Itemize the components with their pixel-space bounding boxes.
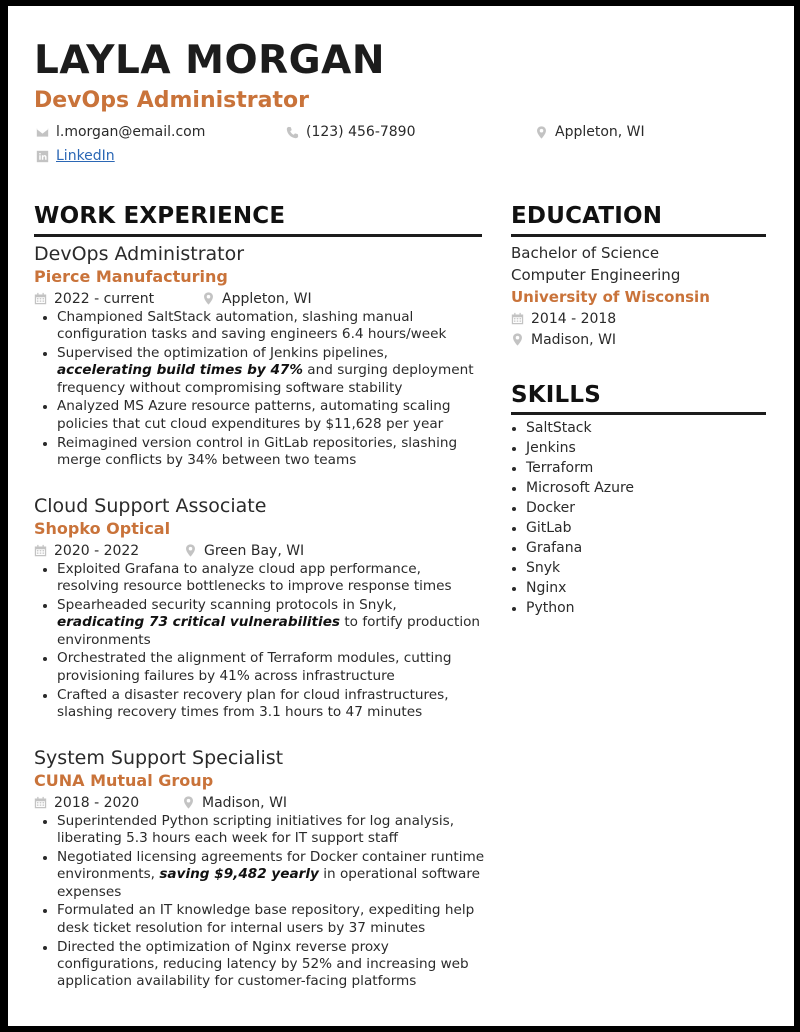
bullet-text: Supervised the optimization of Jenkins pipelines, — [57, 345, 388, 362]
resume-page — [8, 6, 794, 1026]
envelope-icon — [36, 126, 49, 139]
bullet-item — [57, 345, 486, 397]
contact-phone — [286, 123, 416, 141]
bullet-item — [57, 597, 486, 649]
linkedin-icon — [36, 150, 49, 163]
job-entry — [34, 242, 486, 471]
contact-location — [535, 123, 645, 141]
map-pin-icon — [184, 544, 197, 557]
calendar-icon — [511, 312, 524, 325]
calendar-icon — [34, 544, 47, 557]
bullet-text: Directed the optimization of Nginx reverse proxy configurations, reducing latency by 52% and increasing web application availability for customer-facing platforms — [57, 938, 469, 990]
work-experience-divider — [34, 234, 482, 237]
phone-text[interactable]: (123) 456-7890 — [306, 124, 416, 140]
bullet-item — [57, 435, 486, 470]
field-of-study: Computer Engineering — [511, 266, 681, 284]
bullet-highlight: saving $9,482 yearly — [159, 866, 319, 883]
bullet-text: Crafted a disaster recovery plan for cloud infrastructures, slashing recovery times from 3.1 hours to 47 minutes — [57, 686, 449, 720]
skill-item: • Terraform — [526, 458, 634, 478]
skill-item: • Python — [526, 598, 634, 618]
bullet-item — [57, 813, 486, 848]
phone-icon — [286, 126, 299, 139]
bullet-item — [57, 650, 486, 685]
job-dates — [34, 795, 182, 811]
calendar-icon — [34, 292, 47, 305]
job-dates-text: 2018 - 2020 — [54, 794, 140, 811]
bullet-text: in operational software expenses — [57, 866, 481, 900]
school-name: University of Wisconsin — [511, 288, 710, 306]
skills-heading: SKILLS — [511, 382, 602, 408]
bullet-text: Reimagined version control in GitLab repositories, slashing merge conflicts by 34% between two teams — [57, 434, 458, 468]
bullet-text: Spearheaded security scanning protocols in Snyk, — [57, 597, 397, 614]
candidate-title: DevOps Administrator — [34, 88, 309, 113]
bullet-item — [57, 902, 486, 937]
education-location-text: Madison, WI — [531, 331, 617, 348]
calendar-icon — [34, 796, 47, 809]
map-pin-icon — [511, 333, 524, 346]
job-entry — [34, 746, 486, 992]
job-meta — [34, 288, 486, 309]
degree: Bachelor of Science — [511, 244, 660, 262]
job-location-text: Appleton, WI — [222, 290, 312, 307]
bullet-text: Superintended Python scripting initiatives for log analysis, liberating 5.3 hours each week for IT support staff — [57, 813, 455, 847]
job-title: System Support Specialist — [34, 747, 284, 769]
skill-item: • Docker — [526, 498, 634, 518]
job-entry — [34, 494, 486, 723]
bullet-text: Orchestrated the alignment of Terraform modules, cutting provisioning failures by 41% across infrastructure — [57, 650, 452, 684]
skill-item: • GitLab — [526, 518, 634, 538]
education-dates-wrap — [511, 311, 616, 327]
job-location — [182, 795, 287, 811]
bullet-text: to fortify production environments — [57, 614, 481, 648]
skill-item: • Microsoft Azure — [526, 478, 634, 498]
job-location-text: Madison, WI — [202, 794, 288, 811]
linkedin-link[interactable]: LinkedIn — [56, 148, 115, 164]
bullet-text: Formulated an IT knowledge base repository, expediting help desk ticket resolution for internal users by 37 minutes — [57, 902, 475, 936]
education-dates-text: 2014 - 2018 — [531, 310, 617, 327]
education-divider — [511, 234, 766, 237]
job-dates-text: 2020 - 2022 — [54, 542, 140, 559]
education-heading: EDUCATION — [511, 203, 663, 229]
job-bullets — [34, 561, 486, 721]
bullet-item — [57, 309, 486, 344]
skill-item: • Nginx — [526, 578, 634, 598]
skill-item: • Grafana — [526, 538, 634, 558]
bullet-text: Championed SaltStack automation, slashing manual configuration tasks and saving engineers 6.4 hours/week — [57, 309, 447, 343]
skills-list — [511, 418, 634, 618]
bullet-text: and surging deployment frequency without compromising software stability — [57, 362, 474, 396]
bullet-item — [57, 561, 486, 596]
job-meta — [34, 540, 486, 561]
job-meta — [34, 792, 486, 813]
job-title: DevOps Administrator — [34, 243, 245, 265]
company-name: CUNA Mutual Group — [34, 771, 214, 790]
bullet-item — [57, 398, 486, 433]
education-location-wrap — [511, 332, 616, 348]
education-location — [511, 329, 771, 350]
candidate-name: LAYLA MORGAN — [34, 38, 385, 83]
skills-divider — [511, 412, 766, 415]
company-name: Pierce Manufacturing — [34, 267, 228, 286]
education-entry — [511, 242, 771, 350]
location-text: Appleton, WI — [555, 124, 645, 140]
job-location — [202, 291, 312, 307]
skill-item: • SaltStack — [526, 418, 634, 438]
job-bullets — [34, 309, 486, 469]
education-dates — [511, 308, 771, 329]
email-text[interactable]: l.morgan@email.com — [56, 124, 206, 140]
job-dates — [34, 543, 184, 559]
contact-linkedin — [36, 147, 115, 165]
company-name: Shopko Optical — [34, 519, 171, 538]
skill-item: • Jenkins — [526, 438, 634, 458]
map-pin-icon — [535, 126, 548, 139]
work-experience-heading: WORK EXPERIENCE — [34, 203, 286, 229]
bullet-text: Analyzed MS Azure resource patterns, automating scaling policies that cut cloud expenditures by $11,628 per year — [57, 398, 451, 432]
bullet-text: Exploited Grafana to analyze cloud app performance, resolving resource bottlenecks to improve response times — [57, 561, 452, 595]
job-bullets — [34, 813, 486, 990]
map-pin-icon — [182, 796, 195, 809]
bullet-item — [57, 939, 486, 991]
bullet-highlight: accelerating build times by 47% — [57, 362, 303, 379]
job-location-text: Green Bay, WI — [204, 542, 305, 559]
job-dates — [34, 291, 202, 307]
map-pin-icon — [202, 292, 215, 305]
bullet-text: Negotiated licensing agreements for Docker container runtime environments, — [57, 849, 485, 883]
job-dates-text: 2022 - current — [54, 290, 155, 307]
bullet-item — [57, 849, 486, 901]
bullet-item — [57, 687, 486, 722]
bullet-highlight: eradicating 73 critical vulnerabilities — [57, 614, 341, 631]
job-location — [184, 543, 304, 559]
job-title: Cloud Support Associate — [34, 495, 267, 517]
contact-email — [36, 123, 205, 141]
skill-item: • Snyk — [526, 558, 634, 578]
